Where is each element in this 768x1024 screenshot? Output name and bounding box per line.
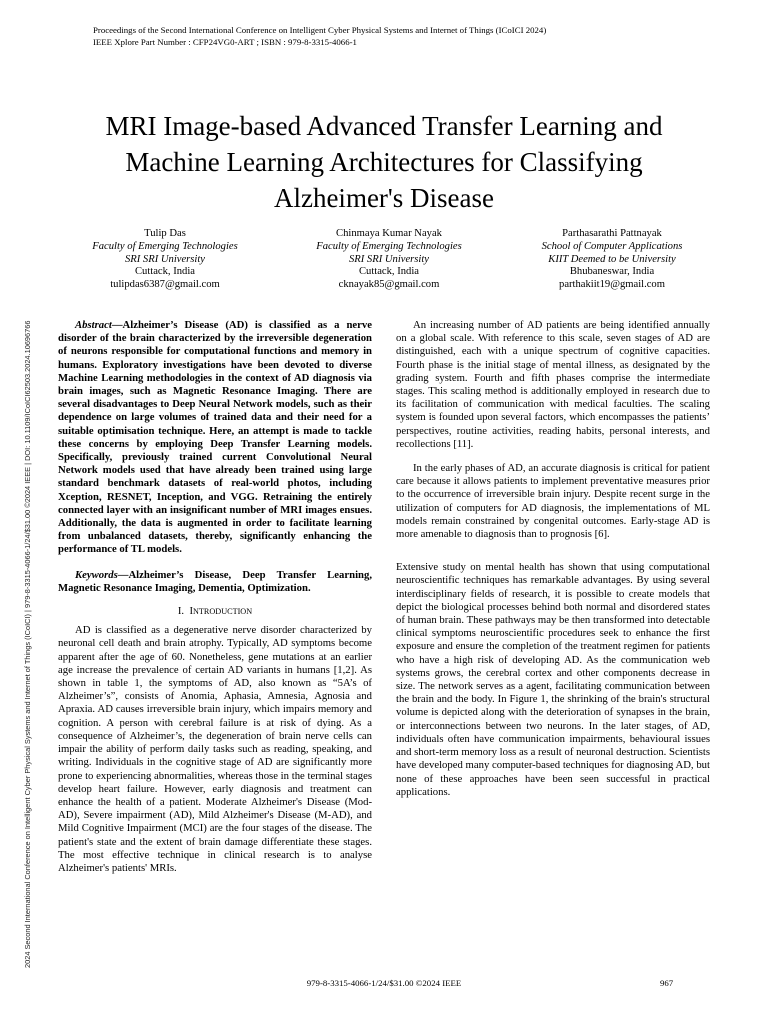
author-email[interactable]: parthakiit19@gmail.com — [559, 279, 665, 291]
author-department: Faculty of Emerging Technologies — [316, 240, 462, 252]
intro-paragraph: AD is classified as a degenerative nerve disorder characterized by neuronal cell death and brain atrophy. Typically, AD symptoms become apparent after the age of 60. Nonetheless, gene mutations at an earlier age increase the prevalence of certain AD variants in humans [1,2]. As shown in table 1, the symptoms of AD, also known as “5A’s of Alzheimer’s”, consists of Anomia, Aphasia, Amnesia, Agnosia and Apraxia. AD causes irreversible brain injury, which impairs memory and cognition. A person with cerebral failure is at risk of dying. As a consequence of Alzheimer’s, the degeneration of brain nerve cells can impair the ability of perform daily tasks such as reading, speaking, and writing. Individuals in the cognitive stage of AD are significantly more prone to experiencing abnormalities, whereas those in the terminal stages develop heart failure. However, early diagnosis and treatment can enhance the health of a patient. Moderate Alzheimer's Disease (Mod-AD), Severe impairment (AD), Mild Alzheimer's Disease (M-AD), and Mild Cognitive Impairment (MCI) are the four stages of the disease. The patient's state and the extent of brain damage differentiate these stages. The most effective technique in clinical research is to analyse Alzheimer's patients' MRIs. — [58, 624, 372, 874]
section-title-initial: I — [189, 605, 193, 618]
section-number: I. — [177, 605, 185, 618]
copyright-line: 979-8-3315-4066-1/24/$31.00 ©2024 IEEE — [306, 978, 462, 988]
abstract-dash: — — [111, 319, 123, 331]
proceedings-header — [93, 24, 713, 48]
right-column — [396, 319, 710, 799]
body-paragraph-3: Extensive study on mental health has shown that using computational neuroscientific techniques has remarkable advantages. By using several interdisciplinary fields of research, it is possible to create models that depict the biological processes behind both normal and disordered states of human brain. These pathways may be then transformed into detectable clinical symptoms neuroscientific procedures seek to enhance the first exposure and ensure the completion of the treatment regimen for patients who have a high risk of developing AD. As the communication web systems grows, the cerebral cortex and other components decrease in size. The network serves as a agent, facilitating communication between the brain and the body. In Figure 1, the shrinking of the brain's structural volume is depicted along with the deterioration of synapses in the brain, or interconnections between two neurons. In the later stages, of AD, individuals often have communication impairments, behavioural issues and short-term memory loss as a result of neuronal destruction. Scientists have developed many computer-based techniques for diagnosing AD, but none of these approaches have been seen successful in practical applications. — [396, 561, 710, 798]
author-organization: SRI SRI University — [124, 253, 206, 265]
keywords — [58, 569, 372, 595]
proceedings-line: Proceedings of the Second International Conference on Intelligent Cyber Physical Systems and Internet of Things (ICoICI 2024) — [93, 25, 547, 35]
left-column — [58, 319, 372, 875]
author-department: School of Computer Applications — [541, 240, 683, 252]
keywords-text: Alzheimer’s Disease, Deep Transfer Learning, Magnetic Resonance Imaging, Dementia, Optimization. — [58, 568, 372, 594]
author-name: Chinmaya Kumar Nayak — [336, 228, 442, 239]
isbn-line: IEEE Xplore Part Number : CFP24VG0-ART ; ISBN : 979-8-3315-4066-1 — [93, 37, 357, 47]
author-1 — [55, 228, 275, 292]
body-paragraph-2: In the early phases of AD, an accurate diagnosis is critical for patient care because it allows patients to implement preventative measures prior to the occurrence of irreversible brain injury. Despite recent surge in the utilization of computers for AD diagnosis, the implementations of ML models remain constrained by congenital outcomes. Early-stage AD is more amenable to diagnosis than to prognosis [6]. — [396, 462, 710, 541]
author-email[interactable]: cknayak85@gmail.com — [338, 279, 440, 291]
abstract-text: Alzheimer’s Disease (AD) is classified as a nerve disorder of the brain characterized by the irreversible degeneration of neurons responsible for computational functions and memory in humans. Exploratory investigations have been devoted to diverse Machine Learning methodologies in the context of AD diagnosis via brain images, such as Magnetic Resonance Imaging. There are several disadvantages to Deep Neural Network models, such as their dependence on large volumes of trained data and their need for a suitable optimisation technique. Here, an attempt is made to tackle these concerns by employing Deep Transfer Learning models. Specifically, previously trained current Convolutional Neural Network models used that have already been trained using large standard benchmark datasets of real-world photos, including Xception, RESNET, Inception, and VGG. Retraining the entirely connected layer with an insignificant number of MRI images ensues. Additionally, the data is augmented in order to facilitate learning from unbalanced datasets, thereby, significantly enhancing the performance of TL models. — [58, 319, 372, 556]
author-location: Cuttack, India — [358, 266, 419, 278]
author-email[interactable]: tulipdas6387@gmail.com — [110, 279, 220, 291]
author-name: Tulip Das — [144, 228, 186, 239]
abstract-label: Abstract — [75, 319, 112, 331]
side-doi-strip: 2024 Second International Conference on Intelligent Cyber Physical Systems and Internet of Things (ICoICI) | 979-8-3315-4066-1/24/$31.00 ©2024 IEEE | DOI: 10.1109/ICoICI62503.2024.10696766 — [23, 320, 32, 968]
title-line-1: MRI Image-based Advanced Transfer Learning and — [105, 111, 663, 141]
title-line-3: Alzheimer's Disease — [273, 183, 495, 213]
author-3 — [502, 228, 722, 292]
keywords-label: Keywords — [75, 568, 118, 581]
author-organization: KIIT Deemed to be University — [548, 253, 676, 265]
author-location: Bhubaneswar, India — [569, 266, 655, 278]
author-department: Faculty of Emerging Technologies — [92, 240, 238, 252]
author-organization: SRI SRI University — [348, 253, 430, 265]
author-2 — [279, 228, 499, 292]
paper-title — [50, 108, 718, 216]
section-heading-introduction — [58, 605, 372, 618]
author-name: Parthasarathi Pattnayak — [562, 228, 662, 239]
page-number: 967 — [660, 978, 674, 988]
body-paragraph-1: An increasing number of AD patients are being identified annually on a global scale. With reference to this scale, seven stages of AD are distinguished, each with a unique spectrum of cognitive capacities. Fourth phase is the initial stage of mental illness, as designated by the grading system. Fourth and fifth phases comprise the intermediate stages. This scaling method is additionally employed in research due to its facilitation of communication with medical faculties. The scaling system is founded upon several factors, which encompasses the patients’ perspectives, routine activities, reading habits, personal interests, and recollections [11]. — [396, 319, 710, 450]
keywords-dash: — — [117, 568, 129, 581]
author-location: Cuttack, India — [134, 266, 195, 278]
title-line-2: Machine Learning Architectures for Classifying — [125, 147, 643, 177]
section-title-rest: NTRODUCTION — [193, 607, 253, 617]
abstract — [58, 319, 372, 557]
